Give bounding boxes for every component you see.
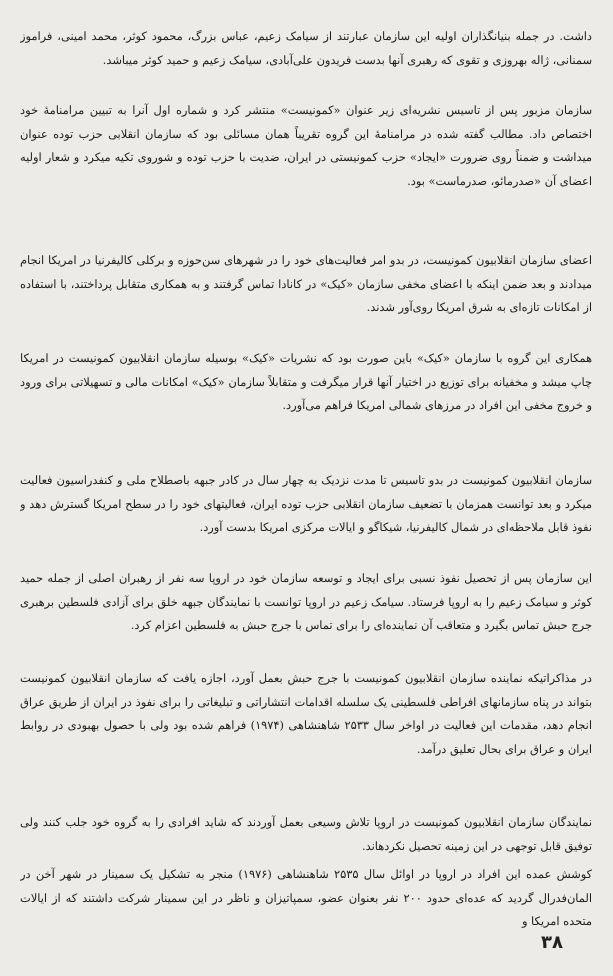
paragraph-organization-newsletter: سازمان مزبور پس از تاسیس نشریه‌ای زیر عنوان «کمونیست» منتشر کرد و شماره اول آنرا به تبیین مرامنامهٔ خود اختصاص داد. مطالب گفته شده در مرامنامهٔ این گروه تقریباً همان مسائلی بود که سازمان انقلابی حزب توده عنوان میداشت و ضمناً روی ضرورت «ایجاد» حزب کمونیستی در ایران، ضدیت با حزب توده و شوروی تکیه میکرد و شعار اولیه اعضای آن «صدرمائو، صدرماست» بود. <box>20 103 592 188</box>
paragraph-expansion: سازمان انقلابیون کمونیست در بدو تاسیس تا مدت نزدیک به چهار سال در کادر جبهه باصطلاح ملی و کنفدراسیون فعالیت میکرد و بعد توانست همزمان با تضعیف سازمان انقلابی حزب توده ایران، فعالیتهای خود را در سطح امریکا گسترش دهد و نفوذ قابل ملاحظه‌ای در شمال کالیفرنیا، شیکاگو و ایالات مرکزی امریکا بدست آورد. <box>20 473 592 535</box>
page-number: ۳۸ <box>541 932 563 953</box>
paragraph-europe-efforts: نمایندگان سازمان انقلابیون کمونیست در اروپا تلاش وسیعی بعمل آوردند که شاید افرادی را به گروه خود جلب کنند ولی توفیق قابل توجهی در این زمینه تحصیل نکردهاند. <box>20 815 592 853</box>
paragraph-founders: داشت. در جمله بنیانگذاران اولیه این سازمان عبارتند از سیامک زعیم، عباس بزرگ، محمود کوثر، محمد امینی، فراموز سمنانی، ژاله بهروزی و تقوی که رهبری آنها بدست فریدون علی‌آبادی، سیامک زعیم و حمید کوثر میباشد. <box>20 29 592 67</box>
paragraph-early-activities: اعضای سازمان انقلابیون کمونیست، در بدو امر فعالیت‌های خود را در شهرهای سن‌حوزه و برکلی کالیفرنیا در امریکا انجام میدادند و بعد ضمن اینکه با اعضای مخفی سازمان «کیک» در کانادا تماس گرفتند و به همکاری متقابل پرداختند، با استفاده از امکانات تازه‌ای به شرق امریکا روی‌آور شدند. <box>20 253 592 315</box>
paragraph-europe-contacts: این سازمان پس از تحصیل نفوذ نسبی برای ایجاد و توسعه سازمان خود در اروپا سه نفر از رهبران اصلی از جمله حمید کوثر و سیامک زعیم را به اروپا فرستاد. سیامک زعیم در اروپا توانست با نمایندگان جبهه خلق برای آزادی فلسطین برهبری جرج حبش تماس بگیرد و متعاقب آن نماینده‌ای را برای تماس با جرج حبش به فلسطین اعزام کرد. <box>20 571 592 633</box>
paragraph-cooperation-kik: همکاری این گروه با سازمان «کیک» باین صورت بود که نشریات «کیک» بوسیله سازمان انقلابیون کمونیست در امریکا چاپ میشد و مخفیانه برای توزیع در اختیار آنها قرار میگرفت و متقابلاً سازمان «کیک» امکانات مالی و تسهیلاتی برای ورود و خروج مخفی این افراد در مرزهای شمالی امریکا فراهم می‌آورد. <box>20 351 592 413</box>
paragraph-seminar: کوشش عمده این افراد در اروپا در اوائل سال ۲۵۳۵ شاهنشاهی (۱۹۷۶) منجر به تشکیل یک سمینار در شهر آخن در المان‌فدرال گردید که عده‌ای حدود ۲۰۰ نفر بعنوان عضو، سمپاتیزان و ناظر در این سمینار شرکت داشتند که از ایالات متحده امریکا و <box>20 867 592 929</box>
paragraph-negotiations: در مذاکراتیکه نماینده سازمان انقلابیون کمونیست با جرج حبش بعمل آورد، اجازه یافت که سازمان انقلابیون کمونیست بتواند در پناه سازمانهای افراطی فلسطینی یک سلسله اقدامات انتشاراتی و تبلیغاتی را برای نفوذ در ایران از طریق عراق انجام دهد، مقدمات این فعالیت در اواخر سال ۲۵۳۳ شاهنشاهی (۱۹۷۴) فراهم شده بود ولی با حصول بهبودی در روابط ایران و عراق برای بحال تعلیق درآمد. <box>20 671 592 756</box>
